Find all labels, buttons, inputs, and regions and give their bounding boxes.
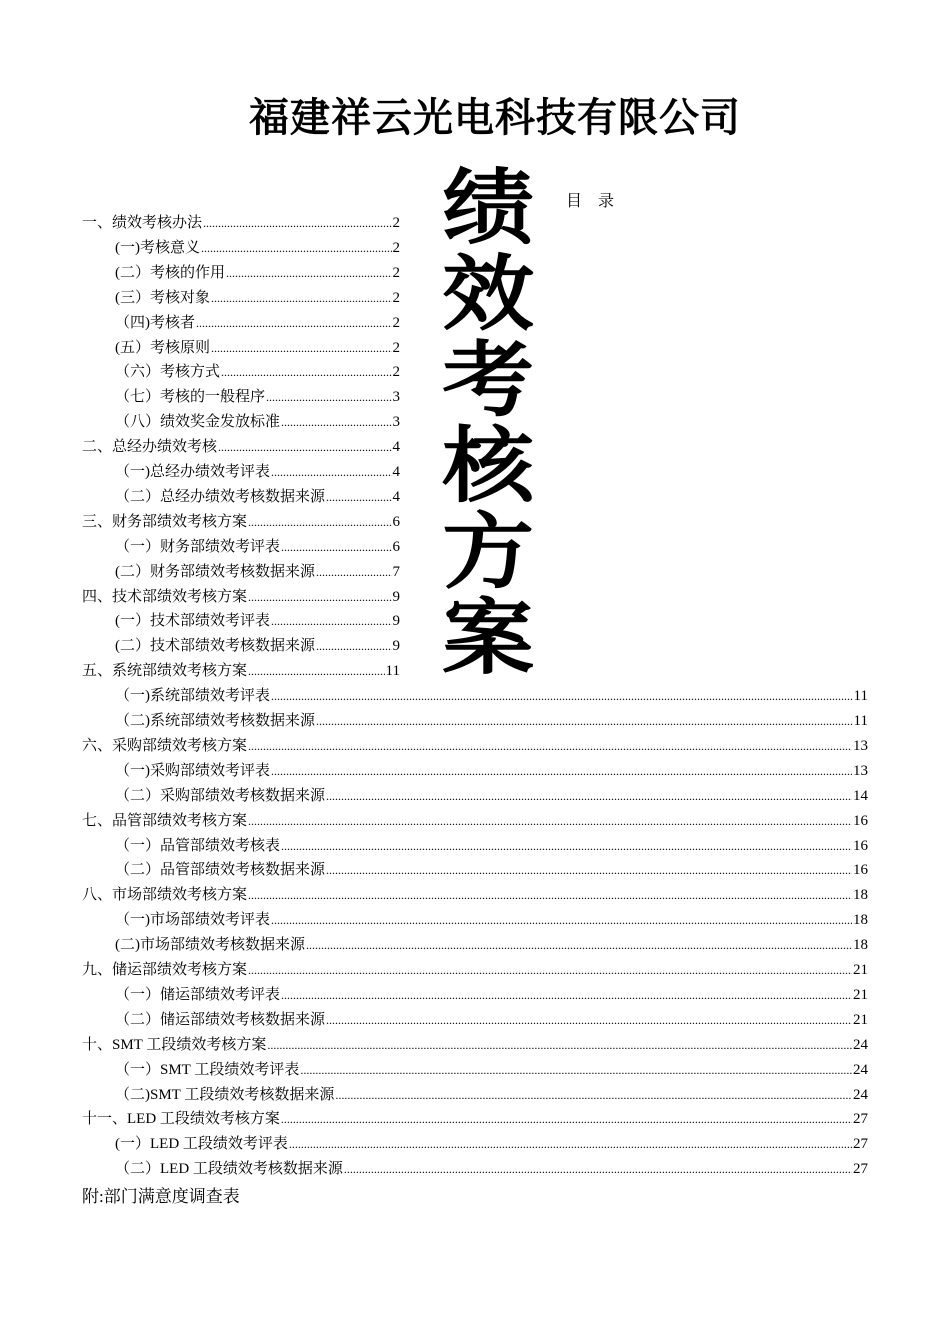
toc-dot-leader (248, 809, 852, 833)
toc-page-number: 27 (853, 1136, 868, 1153)
toc-entry-title: （七）考核的一般程序 (115, 389, 266, 406)
toc-heading: 目 录 (566, 193, 621, 210)
toc-section-entry[interactable] (115, 460, 400, 484)
toc-entry-title: （一）SMT 工段绩效考评表 (115, 1061, 300, 1078)
toc-dot-leader (281, 834, 852, 858)
toc-dot-leader (271, 759, 852, 783)
toc-page-number: 3 (392, 414, 400, 431)
toc-dot-leader (326, 485, 391, 509)
toc-page-number: 11 (385, 663, 400, 680)
toc-section-entry[interactable] (115, 709, 868, 733)
toc-section-entry[interactable] (115, 634, 400, 658)
toc-entry-title: （一)采购部绩效考评表 (115, 762, 270, 779)
toc-dot-leader (211, 336, 392, 360)
toc-dot-leader (271, 684, 853, 708)
toc-dot-leader (289, 1132, 852, 1156)
toc-section-entry[interactable] (115, 858, 868, 882)
toc-entry-title: (二）财务部绩效考核数据来源 (115, 563, 315, 580)
toc-dot-leader (248, 958, 852, 982)
toc-entry-title: 一、绩效考核办法 (82, 215, 203, 231)
toc-section-entry[interactable] (115, 983, 868, 1007)
toc-page-number: 21 (853, 1011, 868, 1028)
toc-chapter-entry[interactable] (82, 435, 400, 459)
toc-page-number: 24 (853, 1036, 868, 1053)
cover-title-char: 案 (442, 591, 534, 686)
toc-page-number: 4 (392, 488, 400, 505)
toc-dot-leader (248, 883, 852, 907)
toc-section-entry[interactable] (115, 360, 400, 384)
toc-dot-leader (281, 1107, 852, 1131)
company-title: 福建祥云光电科技有限公司 (249, 95, 741, 141)
toc-page-number: 27 (853, 1161, 868, 1178)
toc-section-entry[interactable] (115, 385, 400, 409)
toc-section-entry[interactable] (115, 560, 400, 584)
toc-page-number: 2 (392, 239, 400, 256)
toc-dot-leader (271, 609, 392, 633)
toc-page-number: 6 (392, 538, 400, 555)
toc-page-number: 2 (392, 314, 400, 331)
toc-dot-leader (221, 360, 391, 384)
toc-entry-title: （六）考核方式 (115, 364, 221, 381)
appendix-entry[interactable]: 附:部门满意度调查表 (82, 1187, 240, 1206)
toc-chapter-entry[interactable] (82, 211, 400, 235)
toc-entry-title: (二）考核的作用 (115, 264, 225, 281)
toc-section-entry[interactable] (115, 933, 868, 957)
toc-dot-leader (335, 1083, 852, 1107)
toc-entry-title: 四、技术部绩效考核方案 (82, 588, 248, 605)
toc-page-number: 21 (853, 962, 868, 978)
toc-section-entry[interactable] (115, 261, 400, 285)
toc-page-number: 11 (853, 688, 868, 705)
toc-section-entry[interactable] (115, 286, 400, 310)
toc-dot-leader (248, 510, 391, 534)
toc-page-number: 2 (392, 215, 400, 231)
toc-page-number: 2 (392, 364, 400, 381)
toc-entry-title: 十一、LED 工段绩效考核方案 (82, 1111, 280, 1128)
toc-entry-title: （一）品管部绩效考核表 (115, 837, 281, 854)
toc-section-entry[interactable] (115, 311, 400, 335)
toc-entry-title: （二)SMT 工段绩效考核数据来源 (115, 1086, 335, 1103)
toc-dot-leader (326, 1008, 852, 1032)
toc-page-number: 7 (392, 563, 400, 580)
toc-page-number: 9 (392, 638, 400, 655)
toc-entry-title: 十、SMT 工段绩效考核方案 (82, 1036, 267, 1053)
toc-page-number: 27 (853, 1111, 868, 1128)
toc-section-entry[interactable] (115, 908, 868, 932)
toc-entry-title: 七、品管部绩效考核方案 (82, 812, 248, 829)
toc-page-number: 14 (853, 787, 868, 804)
toc-section-entry[interactable] (115, 535, 400, 559)
toc-entry-title: （二）LED 工段绩效考核数据来源 (115, 1161, 343, 1178)
toc-entry-title: 三、财务部绩效考核方案 (82, 513, 248, 530)
toc-section-entry[interactable] (115, 236, 400, 260)
toc-entry-title: 二、总经办绩效考核 (82, 439, 218, 456)
cover-title-char: 方 (442, 505, 534, 600)
toc-dot-leader (300, 1058, 852, 1082)
toc-dot-leader (267, 1033, 852, 1057)
toc-section-entry[interactable] (115, 485, 400, 509)
toc-page-number: 4 (392, 439, 400, 456)
toc-page-number: 11 (853, 713, 868, 729)
toc-entry-title: （一）储运部绩效考评表 (115, 986, 281, 1003)
toc-section-entry[interactable] (115, 609, 400, 633)
toc-page-number: 16 (853, 862, 868, 879)
toc-entry-title: (一）LED 工段绩效考评表 (115, 1136, 288, 1153)
toc-section-entry[interactable] (115, 784, 868, 808)
toc-entry-title: （一)总经办绩效考评表 (115, 464, 270, 480)
toc-section-entry[interactable] (115, 336, 400, 360)
toc-dot-leader (248, 734, 852, 758)
toc-dot-leader (271, 460, 392, 484)
toc-chapter-entry[interactable] (82, 883, 868, 907)
toc-dot-leader (248, 659, 385, 683)
toc-dot-leader (326, 858, 852, 882)
toc-section-entry[interactable] (115, 759, 868, 783)
toc-section-entry[interactable] (115, 1083, 868, 1107)
toc-entry-title: 五、系统部绩效考核方案 (82, 663, 248, 680)
toc-entry-title: （二）储运部绩效考核数据来源 (115, 1011, 326, 1028)
toc-entry-title: （四)考核者 (115, 314, 195, 331)
toc-dot-leader (248, 585, 391, 609)
toc-dot-leader (203, 211, 391, 235)
toc-entry-title: （一)市场部绩效考评表 (115, 912, 270, 929)
toc-entry-title: 六、采购部绩效考核方案 (82, 737, 248, 754)
toc-dot-leader (344, 1157, 852, 1181)
toc-section-entry[interactable] (115, 1058, 868, 1082)
toc-page-number: 24 (853, 1086, 868, 1103)
toc-dot-leader (271, 908, 852, 932)
toc-entry-title: （二)系统部绩效考核数据来源 (115, 713, 315, 729)
toc-dot-leader (281, 535, 391, 559)
toc-page-number: 9 (392, 613, 400, 630)
toc-page-number: 18 (853, 912, 868, 929)
toc-page-number: 13 (853, 762, 868, 779)
toc-chapter-entry[interactable] (82, 734, 868, 758)
toc-entry-title: （八）绩效奖金发放标准 (115, 414, 281, 431)
toc-chapter-entry[interactable] (82, 958, 868, 982)
toc-chapter-entry[interactable] (82, 659, 400, 683)
toc-page-number: 18 (853, 887, 868, 904)
toc-page-number: 13 (853, 737, 868, 754)
toc-dot-leader (218, 435, 391, 459)
toc-dot-leader (196, 311, 392, 335)
toc-dot-leader (316, 709, 853, 733)
toc-entry-title: （一)系统部绩效考评表 (115, 688, 270, 705)
toc-page-number: 2 (392, 289, 400, 306)
toc-entry-title: (一）技术部绩效考评表 (115, 613, 270, 630)
toc-section-entry[interactable] (115, 1157, 868, 1181)
toc-dot-leader (316, 560, 392, 584)
toc-dot-leader (201, 236, 392, 260)
toc-section-entry[interactable] (115, 834, 868, 858)
toc-page-number: 2 (392, 339, 400, 356)
toc-entry-title: (三）考核对象 (115, 289, 210, 306)
toc-entry-title: 九、储运部绩效考核方案 (82, 962, 248, 978)
toc-page-number: 6 (392, 513, 400, 530)
toc-page-number: 16 (853, 837, 868, 854)
toc-entry-title: (五）考核原则 (115, 339, 210, 356)
cover-title-char: 考 (442, 333, 534, 428)
toc-section-entry[interactable] (115, 684, 868, 708)
toc-chapter-entry[interactable] (82, 510, 400, 534)
toc-dot-leader (316, 634, 392, 658)
toc-entry-title: （二）总经办绩效考核数据来源 (115, 488, 326, 505)
toc-dot-leader (281, 410, 391, 434)
toc-entry-title: （二）采购部绩效考核数据来源 (115, 787, 326, 804)
toc-chapter-entry[interactable] (82, 1033, 868, 1057)
cover-title-char: 效 (442, 247, 534, 342)
toc-entry-title: (二)市场部绩效考核数据来源 (115, 937, 305, 954)
toc-entry-title: (一)考核意义 (115, 239, 200, 256)
toc-section-entry[interactable] (115, 1132, 868, 1156)
toc-entry-title: （一）财务部绩效考评表 (115, 538, 281, 555)
toc-dot-leader (211, 286, 392, 310)
toc-chapter-entry[interactable] (82, 1107, 868, 1131)
toc-chapter-entry[interactable] (82, 585, 400, 609)
toc-page-number: 9 (392, 588, 400, 605)
toc-dot-leader (326, 784, 852, 808)
toc-dot-leader (281, 983, 852, 1007)
toc-page-number: 4 (392, 464, 400, 480)
toc-entry-title: （二）品管部绩效考核数据来源 (115, 862, 326, 879)
toc-dot-leader (266, 385, 391, 409)
toc-page-number: 18 (853, 937, 868, 954)
cover-title-char: 绩 (442, 161, 534, 256)
toc-entry-title: (二）技术部绩效考核数据来源 (115, 638, 315, 655)
toc-section-entry[interactable] (115, 1008, 868, 1032)
toc-page-number: 3 (392, 389, 400, 406)
toc-entry-title: 八、市场部绩效考核方案 (82, 887, 248, 904)
toc-section-entry[interactable] (115, 410, 400, 434)
cover-title-char: 核 (442, 419, 534, 514)
toc-chapter-entry[interactable] (82, 809, 868, 833)
toc-page-number: 16 (853, 812, 868, 829)
toc-page-number: 2 (392, 264, 400, 281)
toc-page-number: 21 (853, 986, 868, 1003)
toc-page-number: 24 (853, 1061, 868, 1078)
toc-dot-leader (306, 933, 852, 957)
toc-dot-leader (226, 261, 392, 285)
